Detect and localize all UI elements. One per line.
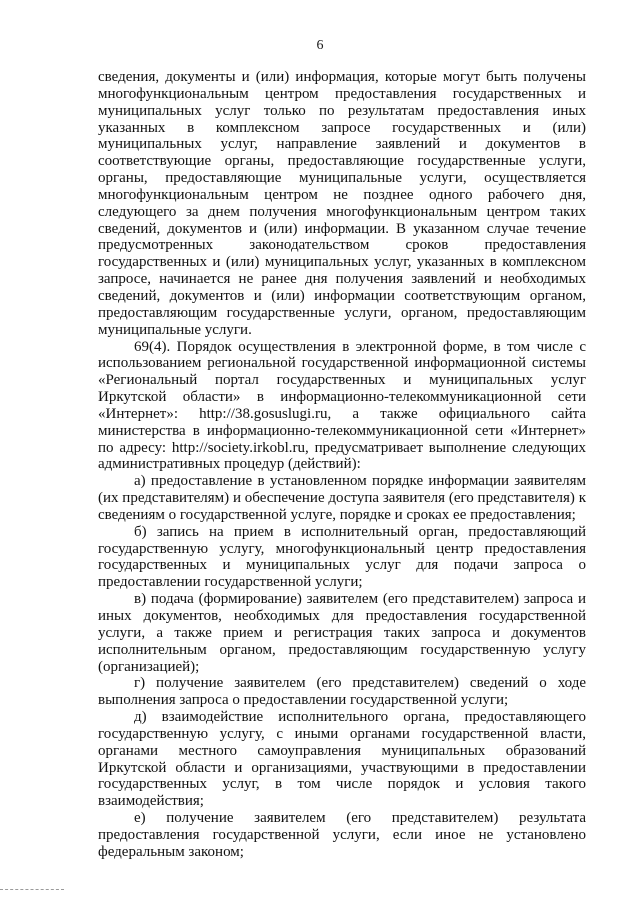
document-body <box>98 69 586 861</box>
list-item-v: в) подача (формирование) заявителем (его представителем) запроса и иных документов, необходимых для предоставления государственной услуги, а также прием и регистрация таких запроса и документов исполнительным органом, предоставляющим государственную услугу (организацией); <box>98 591 586 675</box>
footer-divider <box>0 889 64 890</box>
paragraph-continuation: сведения, документы и (или) информация, которые могут быть получены многофункциональным центром предоставления государственных и муниципальных услуг только по результатам предоставления иных указанных в комплексном запросе государственных и (или) муниципальных услуг, направление заявлений и документов в соответствующие органы, предоставляющие государственные услуги, органы, предоставляющие муниципальные услуги, осуществляется многофункциональным центром не позднее одного рабочего дня, следующего за днем получения многофункциональным центром таких сведений, документов и (или) информации. В указанном случае течение предусмотренных законодательством сроков предоставления государственных и (или) муниципальных услуг, указанных в комплексном запросе, начинается не ранее дня получения заявлений и необходимых сведений, документов и (или) информации соответствующим органом, предоставляющим государственные услуги, органом, предоставляющим муниципальные услуги. <box>98 69 586 338</box>
list-item-g: г) получение заявителем (его представителем) сведений о ходе выполнения запроса о предоставлении государственной услуги; <box>98 675 586 709</box>
list-item-e: е) получение заявителем (его представителем) результата предоставления государственной услуги, если иное не установлено федеральным законом; <box>98 810 586 860</box>
list-item-b: б) запись на прием в исполнительный орган, предоставляющий государственную услугу, многофункциональный центр предоставления государственных и муниципальных услуг для подачи запроса о предоставлении государственной услуги; <box>98 523 586 591</box>
list-item-a: а) предоставление в установленном порядке информации заявителям (их представителям) и обеспечение доступа заявителя (его представителя) к сведениям о государственной услуге, порядке и сроках ее предоставления; <box>98 473 586 523</box>
paragraph-69-4: 69(4). Порядок осуществления в электронной форме, в том числе с использованием региональной государственной информационной системы «Региональный портал государственных и муниципальных услуг Иркутской области» в информационно-телекоммуникационной сети «Интернет»: http://38.gosuslugi.ru, а также официального сайта министерства в информационно-телекоммуникационной сети «Интернет» по адресу: http://society.irkobl.ru, предусматривает выполнение следующих административных процедур (действий): <box>98 338 586 473</box>
page-number: 6 <box>316 38 324 53</box>
list-item-d: д) взаимодействие исполнительного органа, предоставляющего государственную услугу, с иными органами государственной власти, органами местного самоуправления муниципальных образований Иркутской области и организациями, участвующими в предоставлении государственных услуг, в том числе порядок и условия такого взаимодействия; <box>98 709 586 810</box>
